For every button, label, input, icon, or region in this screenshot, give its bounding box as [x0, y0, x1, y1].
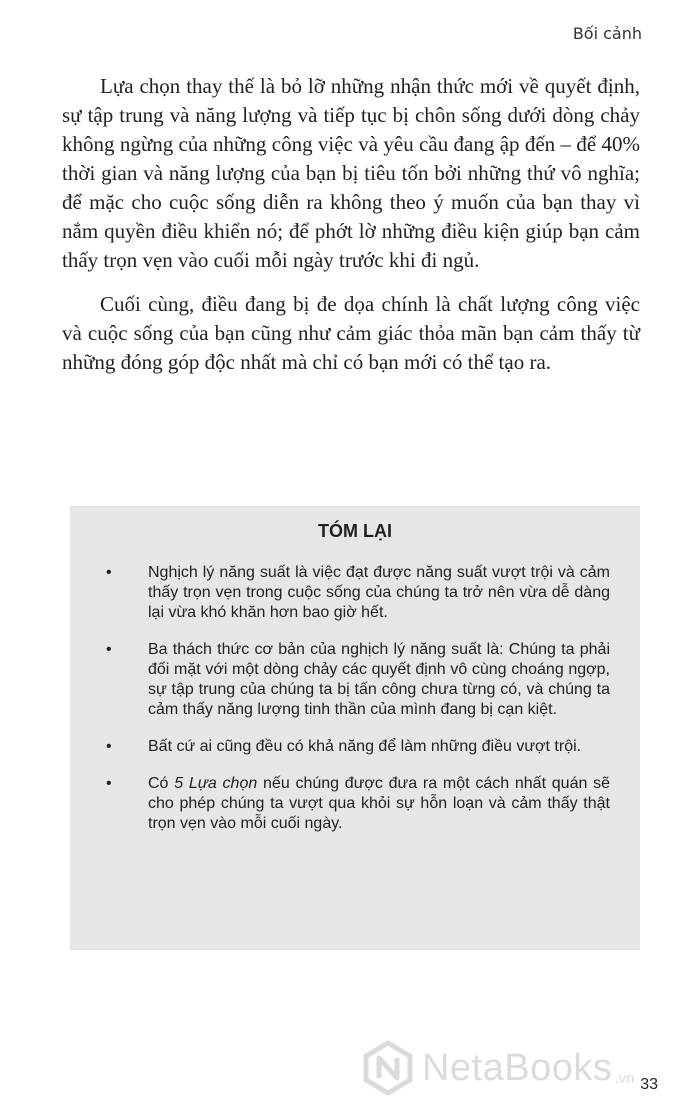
watermark-suffix: .vn [614, 1070, 635, 1087]
summary-item-text-post: nếu chúng được đưa ra một cách nhất quán sẽ cho phép chúng ta vượt qua khỏi sự hỗn loạn và cảm thấy thật trọn vẹn vào mỗi cuối ngày. [148, 775, 611, 832]
emphasis-text: 5 Lựa chọn [174, 775, 258, 792]
watermark-brand: NetaBooks [422, 1046, 613, 1089]
summary-item-text: Bất cứ ai cũng đều có khả năng để làm những điều vượt trội. [148, 738, 582, 755]
summary-item-text-pre: Có [148, 775, 175, 792]
netabooks-logo-icon [360, 1040, 416, 1096]
summary-item [70, 774, 640, 834]
watermark [360, 1040, 634, 1096]
paragraph: Cuối cùng, điều đang bị đe dọa chính là chất lượng công việc và cuộc sống của bạn cũng như cảm giác thỏa mãn bạn cảm thấy từ những đóng góp độc nhất mà chỉ có bạn mới có thể tạo ra. [62, 292, 640, 374]
summary-title: TÓM LẠI [318, 521, 392, 541]
summary-box [70, 506, 640, 950]
summary-item [70, 563, 640, 623]
bullet-icon: • [106, 775, 112, 792]
summary-item [70, 640, 640, 720]
summary-item-text [148, 775, 610, 832]
summary-item-text: Ba thách thức cơ bản của nghịch lý năng suất là: Chúng ta phải đối mặt với một dòng chảy các quyết định vô cùng choáng ngợp, sự tập trung của chúng ta bị tấn công chưa từng có, và chúng ta cảm thấy năng lượng tinh thần của mình đang bị cạn kiệt. [148, 641, 610, 718]
running-header: Bối cảnh [572, 24, 642, 43]
bullet-icon: • [106, 641, 112, 658]
page-number: 33 [640, 1076, 658, 1093]
bullet-icon: • [106, 564, 112, 581]
body-text [62, 72, 640, 392]
bullet-icon: • [106, 738, 112, 755]
summary-item-text: Nghịch lý năng suất là việc đạt được năng suất vượt trội và cảm thấy trọn vẹn trong cuộc sống của chúng ta trở nên vừa dễ dàng lại vừa khó khăn hơn bao giờ hết. [148, 564, 610, 621]
paragraph: Lựa chọn thay thế là bỏ lỡ những nhận thức mới về quyết định, sự tập trung và năng lượng và tiếp tục bị chôn sống dưới dòng chảy không ngừng của những công việc và yêu cầu đang ập đến – để 40% thời gian và năng lượng của bạn bị tiêu tốn bởi những thứ vô nghĩa; để mặc cho cuộc sống diễn ra không theo ý muốn của bạn thay vì nắm quyền điều khiển nó; để phớt lờ những điều kiện giúp bạn cảm thấy trọn vẹn vào cuối mỗi ngày trước khi đi ngủ. [62, 74, 640, 272]
summary-list [70, 563, 640, 834]
summary-item [70, 737, 640, 757]
